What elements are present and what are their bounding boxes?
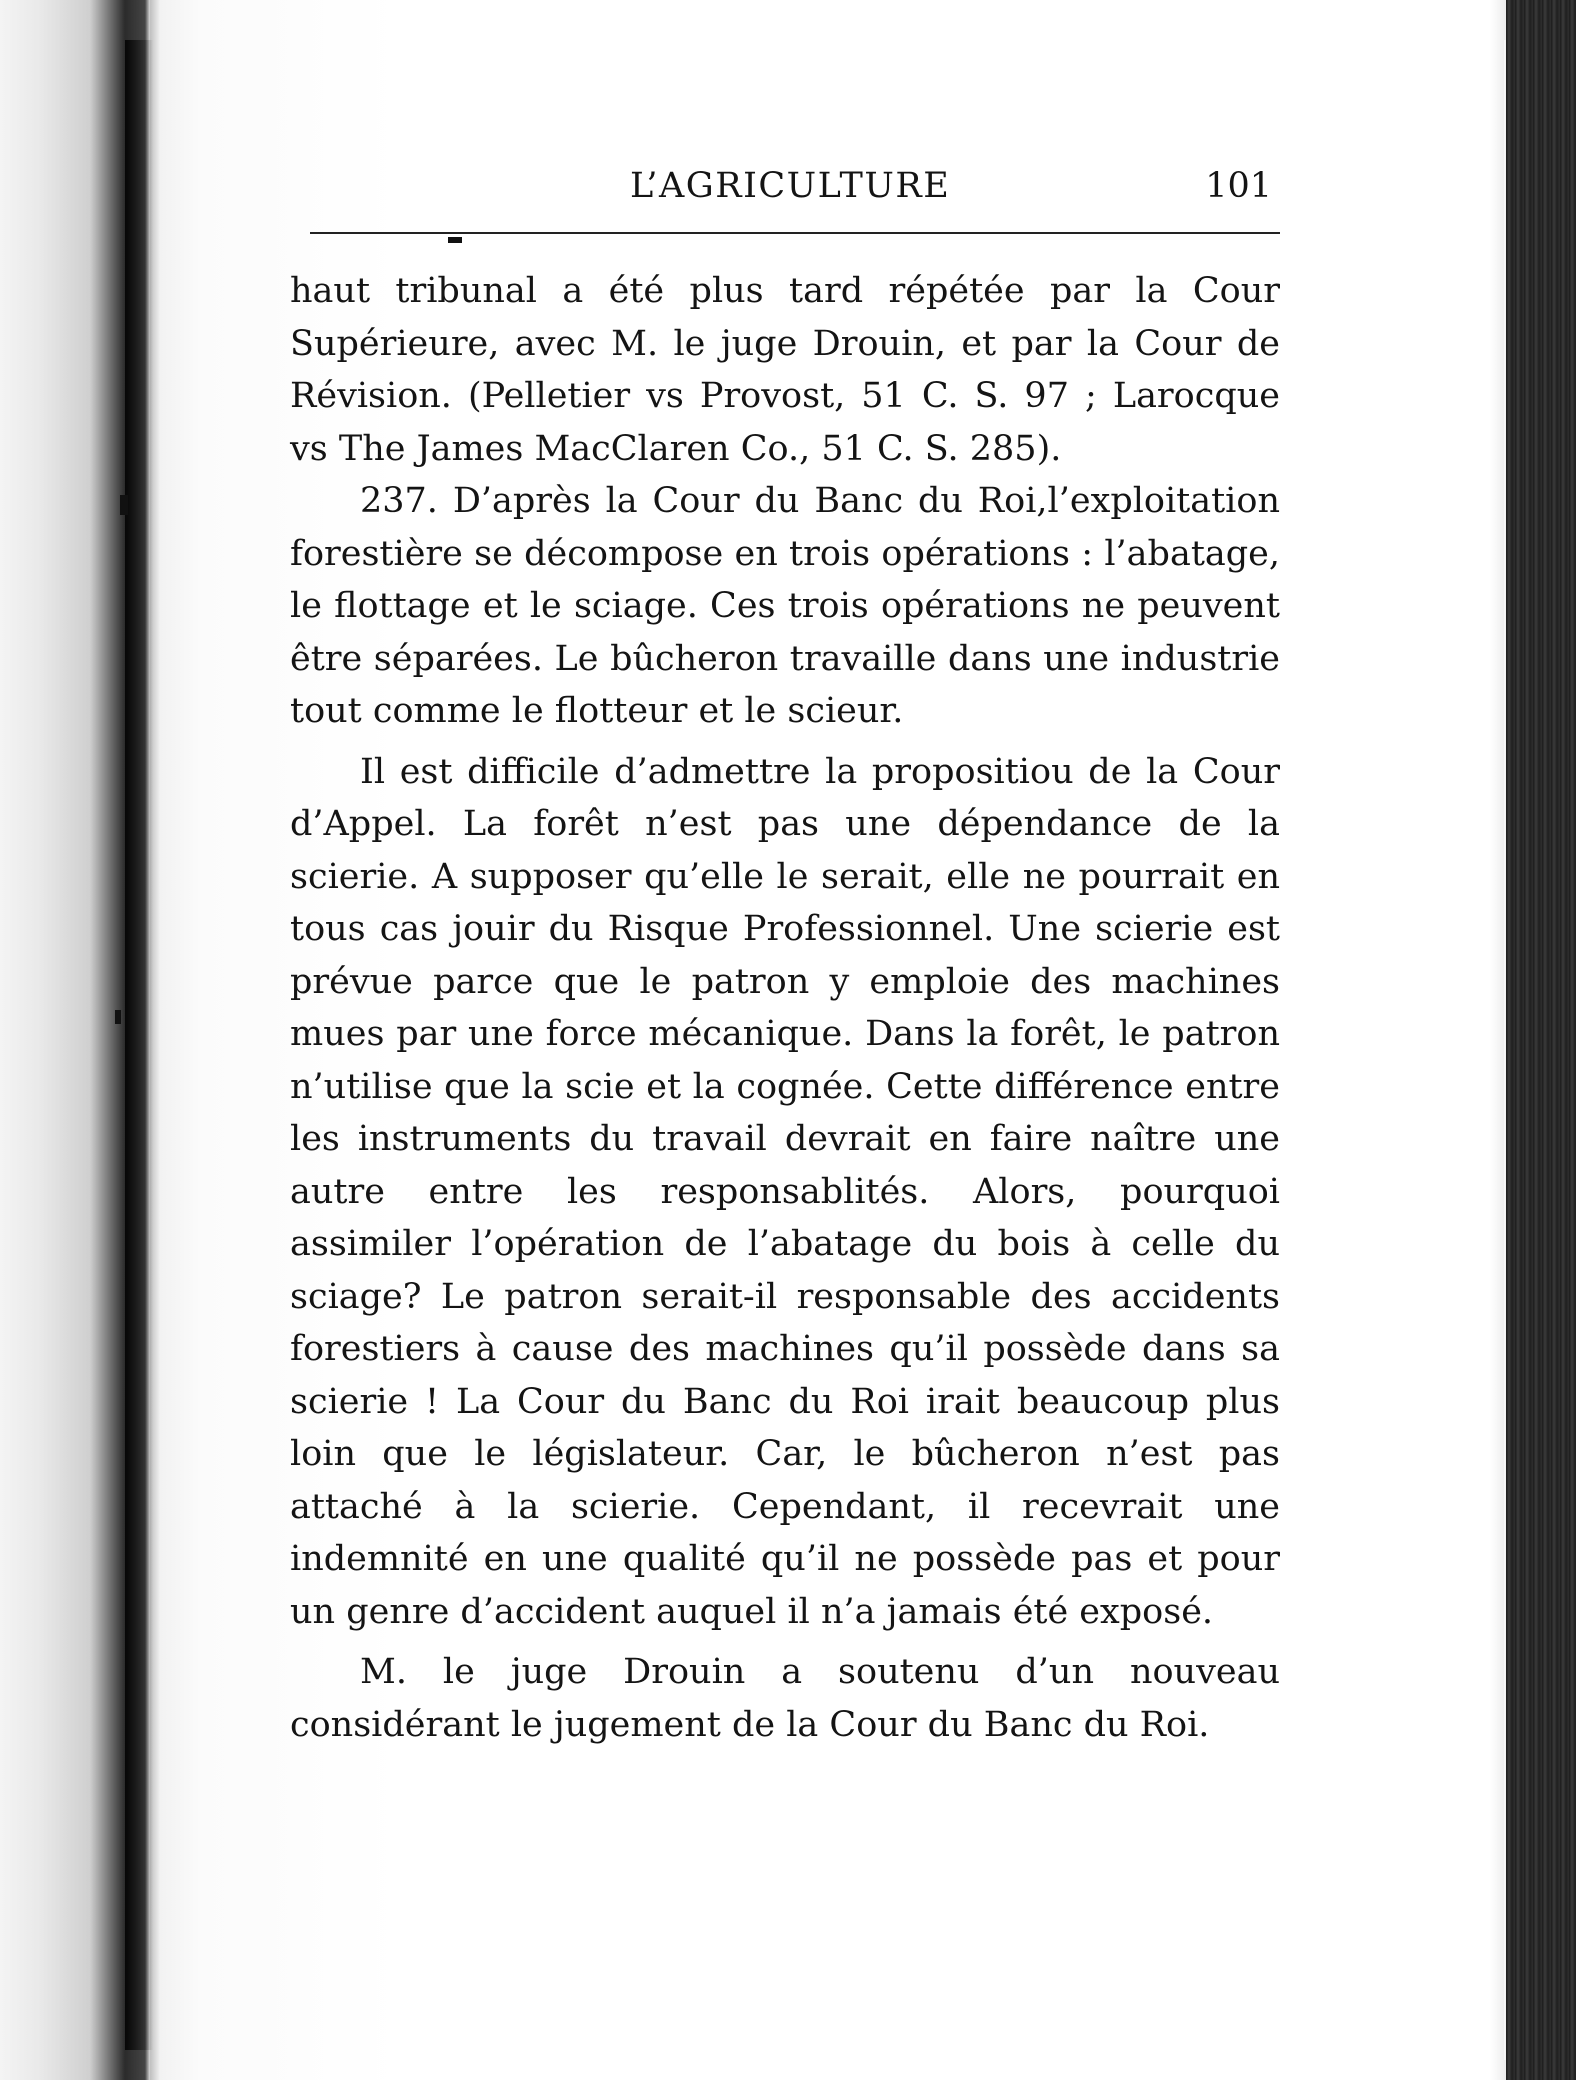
body-text xyxy=(290,265,1280,1751)
paragraph-discussion: Il est difficile d’admettre la propositiou de la Cour d’Appel. La forêt n’est pas une dépendance de la scierie. A supposer qu’elle le serait, elle ne pourrait en tous cas jouir du Risque Professionnel. Une scierie est prévue parce que le patron y emploie des machines mues par une force mécanique. Dans la forêt, le patron n’utilise que la scie et la cognée. Cette différence entre les instruments du travail devrait en faire naître une autre entre les responsablités. Alors, pourquoi assimiler l’opération de l’abatage du bois à celle du sciage? Le patron serait-il responsable des accidents forestiers à cause des machines qu’il possède dans sa scierie ! La Cour du Banc du Roi irait beaucoup plus loin que le législateur. Car, le bûcheron n’est pas attaché à la scierie. Cependant, il recevrait une indemnité en une qualité qu’il ne possède pas et pour un genre d’accident auquel il n’a jamais été exposé. xyxy=(290,751,1280,1632)
book-page-edges xyxy=(1506,0,1576,2080)
scan-speck xyxy=(120,495,128,515)
running-title: L’AGRICULTURE xyxy=(630,166,951,206)
paragraph-drouin: M. le juge Drouin a soutenu d’un nouveau considérant le jugement de la Cour du Banc du Roi. xyxy=(290,1652,1280,1745)
binding-shadow xyxy=(125,40,153,2050)
scan-speck xyxy=(115,1010,121,1024)
paragraph-continued: haut tribunal a été plus tard répétée par la Cour Supérieure, avec M. le juge Drouin, et par la Cour de Révision. (Pelletier vs Provost, 51 C. S. 97 ; Larocque vs The James MacClaren Co., 51 C. S. 285). xyxy=(290,271,1280,469)
running-header xyxy=(290,150,1280,232)
page-content xyxy=(290,150,1290,2030)
paragraph-237: 237. D’après la Cour du Banc du Roi,l’exploitation forestière se décompose en trois opérations : l’abatage, le flottage et le sciage. Ces trois opérations ne peuvent être séparées. Le bûcheron travaille dans une industrie tout comme le flotteur et le scieur. xyxy=(290,481,1280,731)
page-number: 101 xyxy=(1205,166,1272,206)
header-rule xyxy=(310,232,1280,234)
